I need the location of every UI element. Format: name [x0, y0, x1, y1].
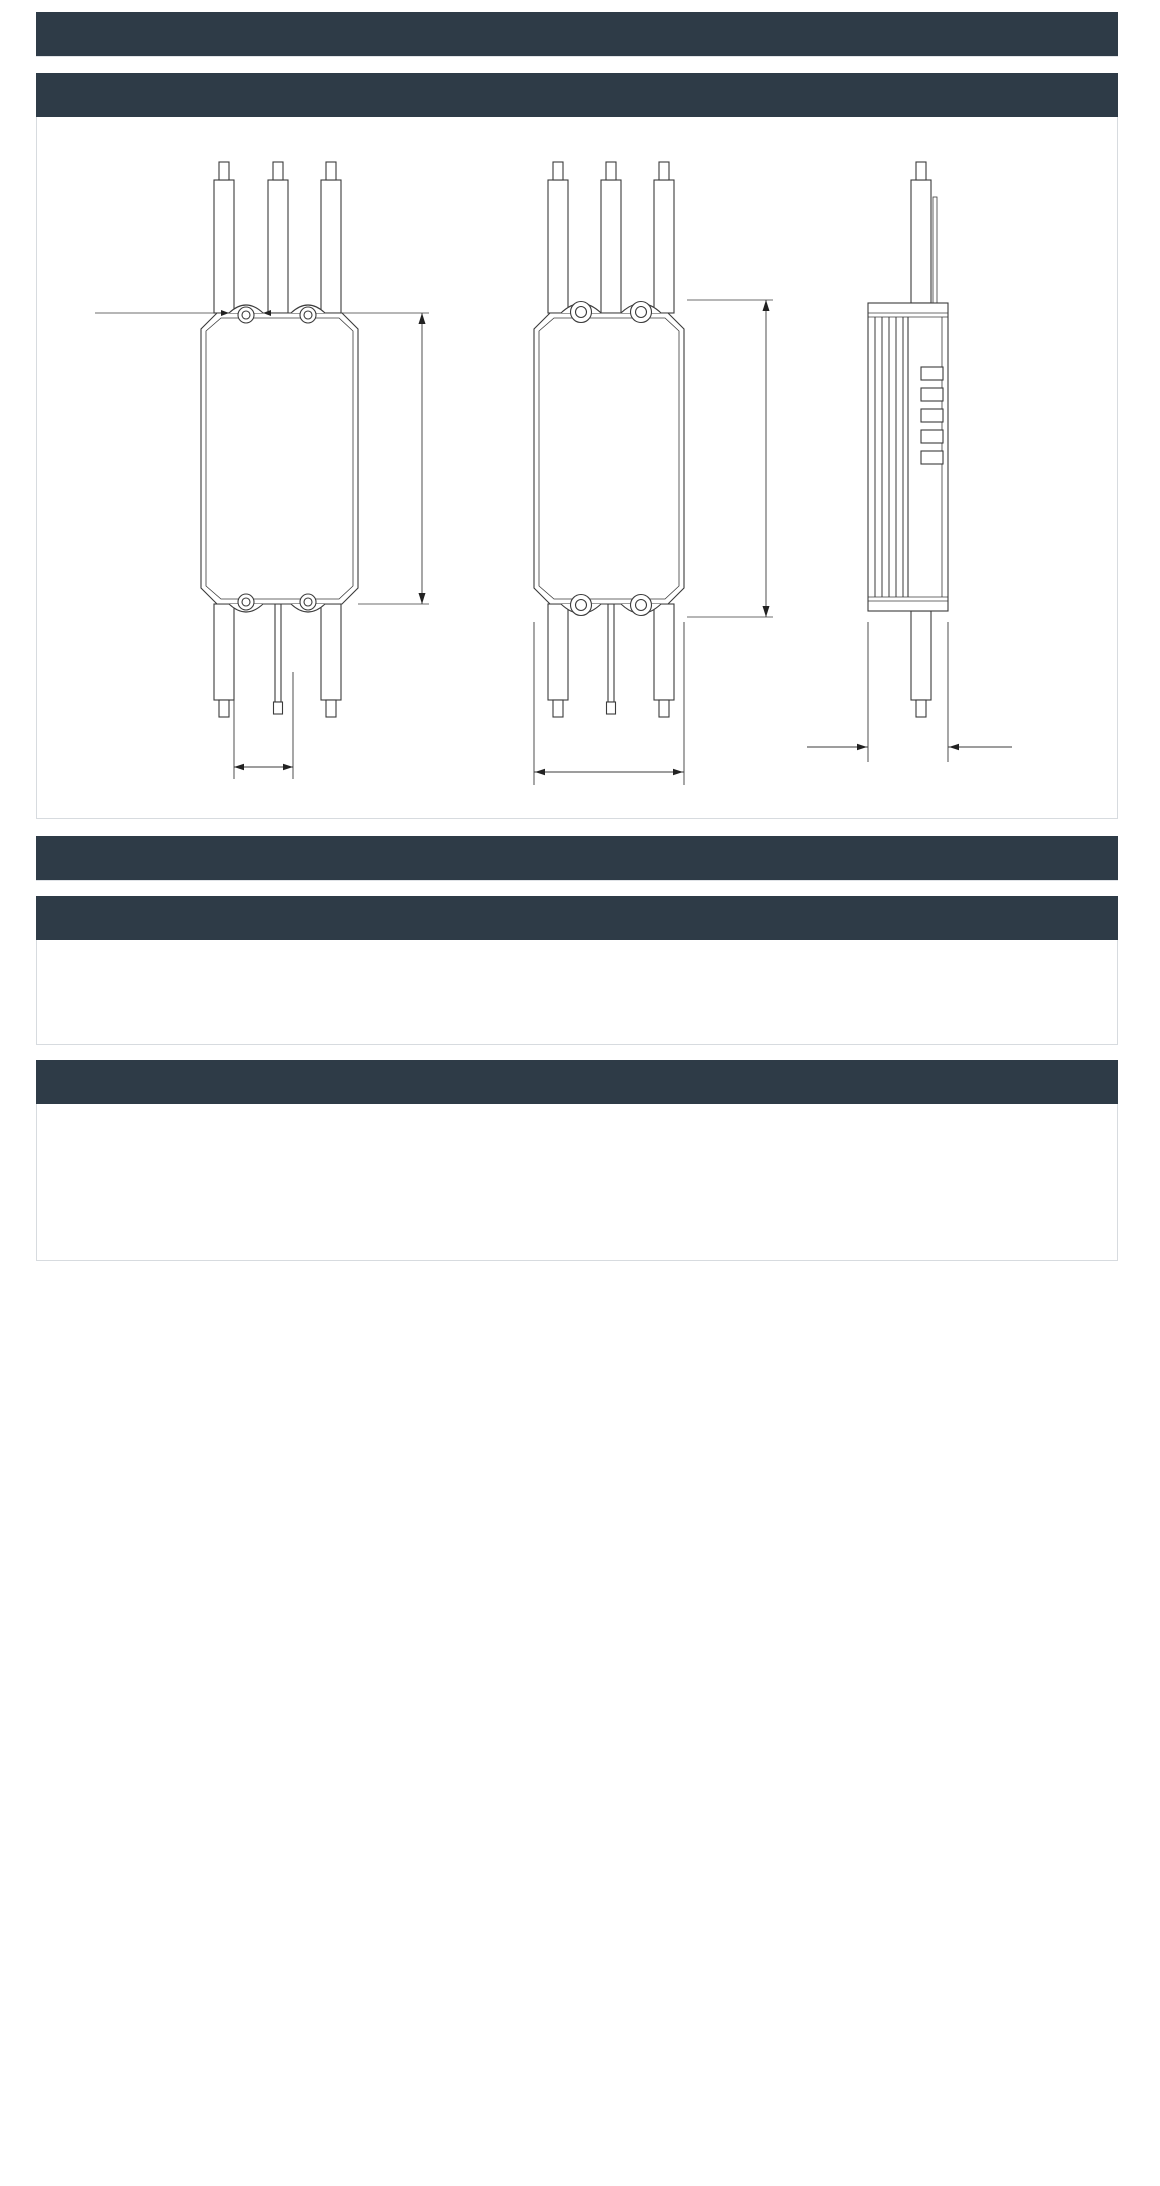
section-gap: [36, 1045, 1118, 1060]
section-gap: [36, 881, 1118, 896]
section-header-esc-parameter: [36, 12, 1118, 56]
dim-57-1: [419, 313, 426, 604]
view-top: [534, 162, 773, 717]
attention-panel: [36, 1104, 1118, 1261]
esc-dimension-drawing: [37, 117, 1117, 817]
section-header-disclaimer: [36, 896, 1118, 940]
dim-61: [763, 300, 770, 617]
section-gap: [36, 57, 1118, 73]
section-header-attention: [36, 1060, 1118, 1104]
view-side: [868, 162, 948, 717]
section-header-trouble-shooting: [36, 836, 1118, 880]
section-gap: [36, 819, 1118, 836]
esc-dimension-panel: [36, 117, 1118, 819]
section-header-esc-dimension: [36, 73, 1118, 117]
dim-12: [234, 672, 293, 779]
dim-15-6: [807, 622, 1012, 762]
view-front: [95, 162, 429, 717]
page: [36, 12, 1118, 1261]
disclaimer-panel: [36, 940, 1118, 1045]
